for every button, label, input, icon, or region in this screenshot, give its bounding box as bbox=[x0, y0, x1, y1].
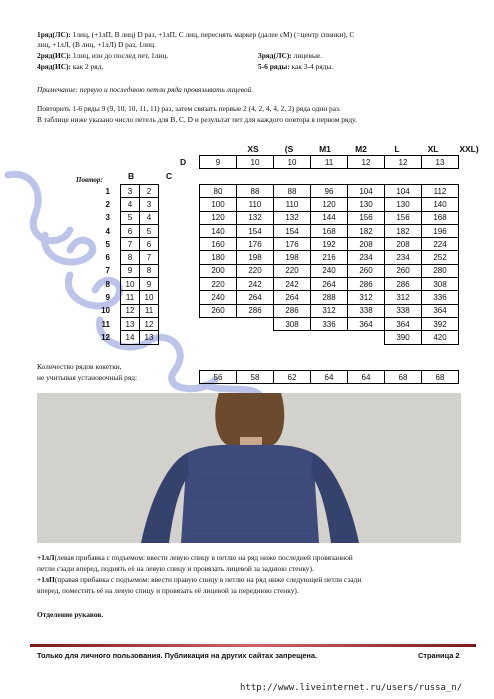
c-value: 11 bbox=[140, 304, 159, 317]
stitch-cell: 392 bbox=[422, 317, 459, 330]
row4-text: как 2 ряд. bbox=[71, 62, 104, 71]
stitch-row bbox=[200, 198, 459, 211]
stitch-cell: 338 bbox=[385, 304, 422, 317]
inc-left-text: (левая прибавка с подъемом: ввести левую спицу в петлю на ряд ниже последней провязанной bbox=[54, 553, 353, 562]
c-value: 2 bbox=[140, 185, 159, 198]
rows-count-cell: 64 bbox=[348, 371, 385, 384]
stitch-row bbox=[200, 185, 459, 198]
stitch-cell: 312 bbox=[311, 304, 348, 317]
stitch-cell bbox=[274, 331, 311, 344]
stitch-row bbox=[200, 238, 459, 251]
stitch-cell: 364 bbox=[348, 317, 385, 330]
stitch-cell: 242 bbox=[237, 278, 274, 291]
stitch-cell: 286 bbox=[348, 278, 385, 291]
stitch-cell: 220 bbox=[200, 278, 237, 291]
repeat-number: 10 bbox=[101, 306, 110, 316]
bc-row bbox=[80, 304, 159, 317]
stitch-cell: 336 bbox=[311, 317, 348, 330]
size-header-table bbox=[199, 143, 487, 154]
stitch-cell: 104 bbox=[385, 185, 422, 198]
row1-text: 1лиц, (+1лП, В лиц) D раз, +1лП, С лиц, переснять маркер (далее сМ) (=центр спинки), С bbox=[70, 30, 355, 39]
bc-row bbox=[80, 264, 159, 277]
sweater-illustration bbox=[37, 393, 461, 543]
c-value: 4 bbox=[140, 211, 159, 224]
stitch-row bbox=[200, 291, 459, 304]
stitch-cell: 308 bbox=[274, 317, 311, 330]
stitch-cell: 144 bbox=[311, 211, 348, 224]
bc-row bbox=[80, 317, 159, 330]
stitch-cell: 156 bbox=[385, 211, 422, 224]
stitch-cell: 224 bbox=[422, 238, 459, 251]
stitch-cell: 240 bbox=[200, 291, 237, 304]
c-value: 3 bbox=[140, 198, 159, 211]
c-value: 7 bbox=[140, 251, 159, 264]
rows-count-cell: 68 bbox=[385, 371, 422, 384]
d-cell: 11 bbox=[311, 156, 348, 169]
rows-count-table bbox=[199, 370, 459, 384]
stitch-cell bbox=[348, 331, 385, 344]
c-value: 12 bbox=[140, 317, 159, 330]
stitch-cell: 338 bbox=[348, 304, 385, 317]
b-value: 6 bbox=[121, 224, 140, 237]
size-l: L bbox=[394, 143, 400, 154]
footer-notice: Только для личного пользования. Публикация на других сайтах запрещена. bbox=[37, 651, 318, 660]
stitch-cell: 176 bbox=[274, 238, 311, 251]
stitch-cell: 160 bbox=[200, 238, 237, 251]
stitch-cell: 420 bbox=[422, 331, 459, 344]
b-value: 3 bbox=[121, 185, 140, 198]
stitch-cell: 308 bbox=[422, 278, 459, 291]
b-label: B bbox=[128, 171, 135, 181]
stitch-cell: 96 bbox=[311, 185, 348, 198]
stitch-cell: 176 bbox=[237, 238, 274, 251]
repeat-number: 12 bbox=[101, 332, 110, 342]
stitch-cell: 220 bbox=[274, 264, 311, 277]
row3-text: лицевые. bbox=[291, 51, 323, 60]
stitch-cell bbox=[237, 331, 274, 344]
stitch-cell: 112 bbox=[422, 185, 459, 198]
stitch-cell: 280 bbox=[422, 264, 459, 277]
d-values-table bbox=[199, 155, 459, 169]
d-cell: 13 bbox=[422, 156, 459, 169]
row3-lead: 3ряд(ЛС): bbox=[258, 51, 292, 60]
stitch-cell: 336 bbox=[422, 291, 459, 304]
stitch-cell: 260 bbox=[348, 264, 385, 277]
c-value: 5 bbox=[140, 224, 159, 237]
rows-count-cell: 64 bbox=[311, 371, 348, 384]
repeat-line-1: Повторить 1-6 ряды 9 (9, 10, 10, 11, 11) раз, затем связать первые 2 (4, 2, 4, 4, 2, 2) ряда один раз. bbox=[37, 104, 341, 113]
row2-text: 1лиц, изн до послед пет, 1лиц. bbox=[71, 51, 169, 60]
stitch-cell: 264 bbox=[237, 291, 274, 304]
stitch-cell: 234 bbox=[348, 251, 385, 264]
row1-line-2: лиц, +1лЛ, (В лиц, +1лЛ) D раз, 1лиц. bbox=[37, 40, 156, 49]
repeat-number: 3 bbox=[105, 213, 110, 223]
stitch-cell: 140 bbox=[200, 224, 237, 237]
c-label: C bbox=[166, 171, 173, 181]
c-value: 6 bbox=[140, 238, 159, 251]
stitch-row bbox=[200, 224, 459, 237]
inc-right-lead: +1лП bbox=[37, 575, 55, 584]
inc-right-line-1 bbox=[37, 575, 361, 584]
bc-row bbox=[80, 198, 159, 211]
stitch-row bbox=[200, 211, 459, 224]
row56-line bbox=[258, 62, 333, 71]
repeat-number: 1 bbox=[105, 186, 110, 196]
row3-line bbox=[258, 51, 322, 60]
stitch-cell: 156 bbox=[348, 211, 385, 224]
stitch-cell: 198 bbox=[274, 251, 311, 264]
stitch-cell: 200 bbox=[200, 264, 237, 277]
bc-row bbox=[80, 331, 159, 344]
size-m1: M1 bbox=[319, 143, 331, 154]
stitch-cell: 180 bbox=[200, 251, 237, 264]
stitch-cell: 312 bbox=[385, 291, 422, 304]
d-cell: 12 bbox=[385, 156, 422, 169]
stitch-cell: 182 bbox=[348, 224, 385, 237]
stitch-cell: 240 bbox=[311, 264, 348, 277]
section-heading: Отделение рукавов. bbox=[37, 610, 104, 619]
stitch-cell: 264 bbox=[311, 278, 348, 291]
stitch-cell: 154 bbox=[237, 224, 274, 237]
rows-count-row bbox=[200, 371, 459, 384]
row1-line bbox=[37, 30, 354, 39]
stitch-cell: 208 bbox=[348, 238, 385, 251]
stitch-cell: 80 bbox=[200, 185, 237, 198]
repeat-number: 8 bbox=[105, 279, 110, 289]
inc-left-line-2: петли сзади вперед, поднять её на левую спицу и провязать лицевой за заднюю стенку). bbox=[37, 564, 314, 573]
stitch-cell: 88 bbox=[237, 185, 274, 198]
bc-row bbox=[80, 238, 159, 251]
stitch-cell bbox=[200, 317, 237, 330]
size-xs: XS bbox=[247, 143, 259, 154]
bc-row bbox=[80, 211, 159, 224]
stitch-cell: 286 bbox=[385, 278, 422, 291]
d-cell: 10 bbox=[237, 156, 274, 169]
stitch-cell: 88 bbox=[274, 185, 311, 198]
d-label: D bbox=[180, 157, 187, 167]
stitch-cell: 154 bbox=[274, 224, 311, 237]
stitch-cell: 168 bbox=[422, 211, 459, 224]
repeat-label: Повтор: bbox=[76, 176, 103, 184]
inc-right-text: (правая прибавка с подъемом: ввести правую спицу в петлю на ряд ниже следующей петли сзади bbox=[54, 575, 362, 584]
stitch-cell: 234 bbox=[385, 251, 422, 264]
row2-lead: 2ряд(ИС): bbox=[37, 51, 72, 60]
stitch-cell: 182 bbox=[385, 224, 422, 237]
footer-divider bbox=[30, 644, 476, 647]
d-cell: 10 bbox=[274, 156, 311, 169]
repeat-number: 2 bbox=[105, 199, 110, 209]
b-value: 5 bbox=[121, 211, 140, 224]
stitch-row bbox=[200, 304, 459, 317]
source-url-link[interactable]: http://www.liveinternet.ru/users/russa_n/ bbox=[240, 683, 463, 693]
stitch-cell: 364 bbox=[422, 304, 459, 317]
stitch-row bbox=[200, 251, 459, 264]
bc-row bbox=[80, 185, 159, 198]
rows-count-cell: 56 bbox=[200, 371, 237, 384]
row56-text: как 3-4 ряды. bbox=[289, 62, 334, 71]
inc-right-line-2: вперед, поместить её на левую спицу и провязать её лицевой за переднюю стенку). bbox=[37, 586, 299, 595]
c-value: 9 bbox=[140, 278, 159, 291]
b-value: 4 bbox=[121, 198, 140, 211]
stitch-cell: 140 bbox=[422, 198, 459, 211]
c-value: 13 bbox=[140, 331, 159, 344]
stitch-cell: 130 bbox=[348, 198, 385, 211]
row1-lead: 1ряд(ЛС): bbox=[37, 30, 71, 39]
bc-row bbox=[80, 278, 159, 291]
d-cell: 9 bbox=[200, 156, 237, 169]
stitch-cell: 192 bbox=[311, 238, 348, 251]
stitch-cell: 198 bbox=[237, 251, 274, 264]
stitch-cell: 390 bbox=[385, 331, 422, 344]
row2-line bbox=[37, 51, 168, 60]
stitch-cell: 110 bbox=[274, 198, 311, 211]
stitch-cell: 364 bbox=[385, 317, 422, 330]
stitch-cell: 260 bbox=[385, 264, 422, 277]
size-s: (S bbox=[284, 143, 294, 154]
stitch-cell bbox=[311, 331, 348, 344]
bc-row bbox=[80, 224, 159, 237]
stitch-cell: 242 bbox=[274, 278, 311, 291]
repeat-number: 5 bbox=[105, 239, 110, 249]
c-value: 8 bbox=[140, 264, 159, 277]
b-value: 14 bbox=[121, 331, 140, 344]
c-value: 10 bbox=[140, 291, 159, 304]
sweater-photo bbox=[37, 393, 461, 543]
size-m2: M2 bbox=[355, 143, 367, 154]
b-value: 10 bbox=[121, 278, 140, 291]
repeat-line-2: В таблице ниже указано число петель для B, C, D и результат пет для каждого повтора в первом ряду. bbox=[37, 115, 357, 124]
stitch-cell: 104 bbox=[348, 185, 385, 198]
rows-count-cell: 58 bbox=[237, 371, 274, 384]
bc-row bbox=[80, 251, 159, 264]
stitch-cell: 288 bbox=[311, 291, 348, 304]
stitch-cell: 264 bbox=[274, 291, 311, 304]
repeat-number: 7 bbox=[105, 266, 110, 276]
size-xxl: XXL) bbox=[459, 143, 479, 154]
stitch-cell: 196 bbox=[422, 224, 459, 237]
rows-count-label-2: не учитывая установочный ряд: bbox=[37, 373, 138, 382]
stitch-cell: 110 bbox=[237, 198, 274, 211]
stitch-cell: 312 bbox=[348, 291, 385, 304]
stitch-cell bbox=[237, 317, 274, 330]
repeat-number: 11 bbox=[101, 319, 110, 329]
bc-table bbox=[80, 184, 159, 345]
b-value: 12 bbox=[121, 304, 140, 317]
b-value: 7 bbox=[121, 238, 140, 251]
stitch-cell: 286 bbox=[274, 304, 311, 317]
note: Примечание: первую и последнюю петли ряда провязывать лицевой. bbox=[37, 85, 254, 94]
rows-count-cell: 68 bbox=[422, 371, 459, 384]
stitch-row bbox=[200, 317, 459, 330]
repeat-number: 6 bbox=[105, 253, 110, 263]
stitch-cell: 100 bbox=[200, 198, 237, 211]
row4-lead: 4ряд(ИС): bbox=[37, 62, 72, 71]
inc-left-lead: +1лЛ bbox=[37, 553, 55, 562]
stitch-cell: 132 bbox=[237, 211, 274, 224]
d-cell: 12 bbox=[348, 156, 385, 169]
b-value: 11 bbox=[121, 291, 140, 304]
stitch-cell: 216 bbox=[311, 251, 348, 264]
b-value: 13 bbox=[121, 317, 140, 330]
inc-left-line-1 bbox=[37, 553, 353, 562]
rows-count-label-1: Количество рядов кокетки, bbox=[37, 362, 122, 371]
stitch-cell: 120 bbox=[200, 211, 237, 224]
stitch-row bbox=[200, 331, 459, 344]
stitch-cell: 208 bbox=[385, 238, 422, 251]
footer-page-number: Страница 2 bbox=[418, 651, 460, 660]
stitch-table bbox=[199, 184, 459, 345]
row56-lead: 5-6 ряды: bbox=[258, 62, 290, 71]
stitch-cell bbox=[200, 331, 237, 344]
rows-count-cell: 62 bbox=[274, 371, 311, 384]
repeat-number: 4 bbox=[105, 226, 110, 236]
bc-row bbox=[80, 291, 159, 304]
stitch-cell: 220 bbox=[237, 264, 274, 277]
b-value: 9 bbox=[121, 264, 140, 277]
size-xl: XL bbox=[427, 143, 439, 154]
stitch-cell: 286 bbox=[237, 304, 274, 317]
stitch-cell: 120 bbox=[311, 198, 348, 211]
repeat-number: 9 bbox=[105, 293, 110, 303]
stitch-cell: 260 bbox=[200, 304, 237, 317]
stitch-row bbox=[200, 278, 459, 291]
b-value: 8 bbox=[121, 251, 140, 264]
stitch-cell: 168 bbox=[311, 224, 348, 237]
stitch-row bbox=[200, 264, 459, 277]
d-row bbox=[200, 156, 459, 169]
stitch-cell: 130 bbox=[385, 198, 422, 211]
stitch-cell: 132 bbox=[274, 211, 311, 224]
stitch-cell: 252 bbox=[422, 251, 459, 264]
row4-line bbox=[37, 62, 103, 71]
